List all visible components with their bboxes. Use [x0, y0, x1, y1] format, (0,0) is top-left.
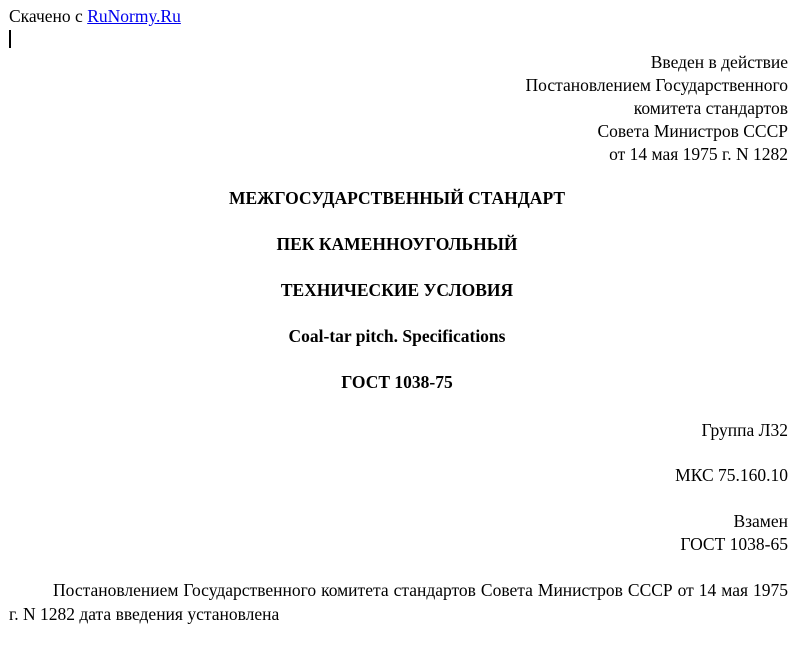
enactment-line: Введен в действие	[650, 52, 788, 72]
body-paragraph: Постановлением Государственного комитета стандартов Совета Министров СССР от 14 мая 1975 г. N 1282 дата введения установлена	[9, 580, 788, 624]
group-label: Группа Л32	[701, 420, 788, 440]
english-title: Coal-tar pitch. Specifications	[288, 326, 506, 346]
enactment-line: Совета Министров СССР	[597, 121, 788, 141]
enactment-block	[526, 51, 789, 166]
source-prefix: Скачено с	[9, 6, 88, 26]
standard-type-heading: МЕЖГОСУДАРСТВЕННЫЙ СТАНДАРТ	[228, 188, 566, 208]
standard-code: ГОСТ 1038-75	[341, 372, 453, 392]
document-subtitle: ТЕХНИЧЕСКИЕ УСЛОВИЯ	[280, 280, 514, 300]
replaces-code: ГОСТ 1038-65	[680, 534, 788, 554]
source-line	[9, 6, 181, 27]
enactment-line: Постановлением Государственного	[525, 75, 788, 95]
mks-code: МКС 75.160.10	[675, 465, 788, 485]
replaces-label: Взамен	[733, 511, 788, 531]
enactment-line: комитета стандартов	[633, 98, 788, 118]
text-cursor	[9, 30, 11, 48]
enactment-line: от 14 мая 1975 г. N 1282	[609, 144, 788, 164]
source-link[interactable]: RuNormy.Ru	[87, 6, 181, 26]
document-title: ПЕК КАМЕННОУГОЛЬНЫЙ	[276, 234, 518, 254]
